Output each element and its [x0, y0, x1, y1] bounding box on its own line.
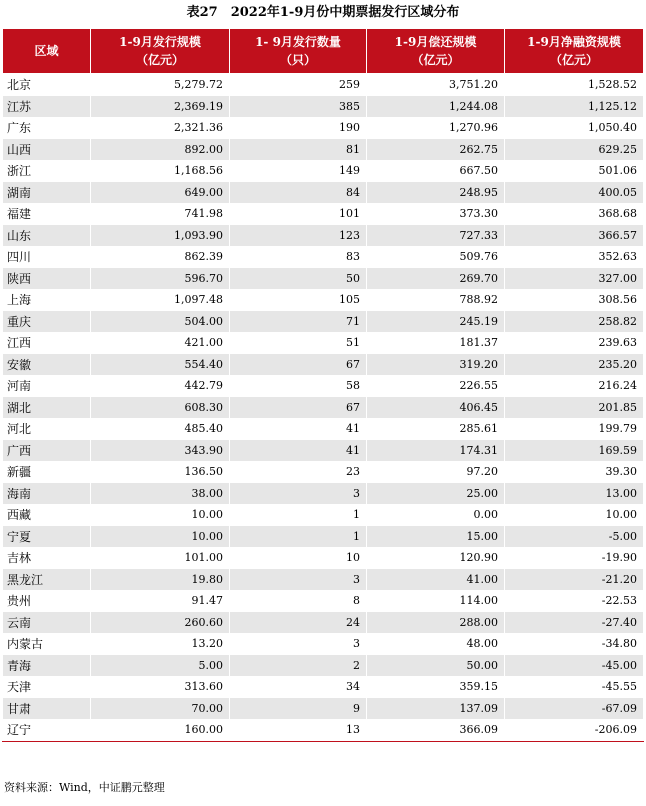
table-row: [3, 526, 644, 548]
table-row: [3, 289, 644, 311]
issue-size-cell: 649.00: [91, 182, 230, 204]
region-cell: 海南: [3, 483, 91, 505]
net-financing-cell: -34.80: [505, 633, 644, 655]
issue-count-cell: 8: [230, 590, 367, 612]
table-row: [3, 160, 644, 182]
header-issue-size: [91, 29, 230, 74]
repayment-cell: 114.00: [367, 590, 505, 612]
issue-size-cell: 1,097.48: [91, 289, 230, 311]
issue-size-cell: 19.80: [91, 569, 230, 591]
region-cell: 新疆: [3, 461, 91, 483]
issue-count-cell: 123: [230, 225, 367, 247]
table-row: [3, 397, 644, 419]
table-row: [3, 268, 644, 290]
net-financing-cell: 39.30: [505, 461, 644, 483]
table-row: [3, 483, 644, 505]
net-financing-cell: -67.09: [505, 698, 644, 720]
header-row: [3, 29, 644, 74]
header-issue-size-label: 1-9月发行规模: [119, 35, 201, 49]
repayment-cell: 50.00: [367, 655, 505, 677]
issue-size-cell: 91.47: [91, 590, 230, 612]
issue-size-cell: 5,279.72: [91, 74, 230, 96]
issue-count-cell: 105: [230, 289, 367, 311]
repayment-cell: 366.09: [367, 719, 505, 741]
issue-size-cell: 485.40: [91, 418, 230, 440]
region-cell: 河南: [3, 375, 91, 397]
net-financing-cell: 352.63: [505, 246, 644, 268]
issue-size-cell: 608.30: [91, 397, 230, 419]
repayment-cell: 15.00: [367, 526, 505, 548]
table-row: [3, 569, 644, 591]
region-cell: 辽宁: [3, 719, 91, 741]
table-row: [3, 74, 644, 96]
header-issue-count: [230, 29, 367, 74]
table-title: 表27 2022年1-9月份中期票据发行区域分布: [186, 5, 460, 20]
issue-count-cell: 1: [230, 526, 367, 548]
issue-count-cell: 10: [230, 547, 367, 569]
table-body: [3, 74, 644, 742]
net-financing-cell: -27.40: [505, 612, 644, 634]
table-row: [3, 633, 644, 655]
repayment-cell: 1,270.96: [367, 117, 505, 139]
table-row: [3, 225, 644, 247]
region-cell: 天津: [3, 676, 91, 698]
issue-size-cell: 862.39: [91, 246, 230, 268]
issue-count-cell: 41: [230, 440, 367, 462]
issue-size-cell: 892.00: [91, 139, 230, 161]
issue-count-cell: 3: [230, 569, 367, 591]
table-row: [3, 461, 644, 483]
repayment-cell: 788.92: [367, 289, 505, 311]
issue-count-cell: 149: [230, 160, 367, 182]
table-row: [3, 719, 644, 741]
net-financing-cell: 400.05: [505, 182, 644, 204]
repayment-cell: 406.45: [367, 397, 505, 419]
repayment-cell: 288.00: [367, 612, 505, 634]
issue-size-cell: 70.00: [91, 698, 230, 720]
region-cell: 山西: [3, 139, 91, 161]
repayment-cell: 181.37: [367, 332, 505, 354]
region-cell: 上海: [3, 289, 91, 311]
issue-size-cell: 2,369.19: [91, 96, 230, 118]
region-cell: 浙江: [3, 160, 91, 182]
issue-size-cell: 160.00: [91, 719, 230, 741]
net-financing-cell: 368.68: [505, 203, 644, 225]
issue-size-cell: 10.00: [91, 526, 230, 548]
issue-count-cell: 84: [230, 182, 367, 204]
issue-count-cell: 385: [230, 96, 367, 118]
table-row: [3, 590, 644, 612]
table-row: [3, 117, 644, 139]
issue-count-cell: 23: [230, 461, 367, 483]
net-financing-cell: 13.00: [505, 483, 644, 505]
repayment-cell: 359.15: [367, 676, 505, 698]
region-cell: 北京: [3, 74, 91, 96]
region-cell: 西藏: [3, 504, 91, 526]
net-financing-cell: 201.85: [505, 397, 644, 419]
net-financing-cell: -45.00: [505, 655, 644, 677]
repayment-cell: 319.20: [367, 354, 505, 376]
table-row: [3, 182, 644, 204]
issue-size-cell: 741.98: [91, 203, 230, 225]
region-cell: 湖北: [3, 397, 91, 419]
net-financing-cell: 235.20: [505, 354, 644, 376]
table-row: [3, 332, 644, 354]
header-region: [3, 29, 91, 74]
issue-size-cell: 343.90: [91, 440, 230, 462]
region-cell: 湖南: [3, 182, 91, 204]
source-note: 资料来源：Wind，中证鹏元整理: [4, 781, 165, 794]
net-financing-cell: 1,125.12: [505, 96, 644, 118]
region-cell: 山东: [3, 225, 91, 247]
table-row: [3, 612, 644, 634]
region-cell: 河北: [3, 418, 91, 440]
issue-count-cell: 34: [230, 676, 367, 698]
table-row: [3, 354, 644, 376]
region-cell: 广东: [3, 117, 91, 139]
issue-count-cell: 67: [230, 397, 367, 419]
table-row: [3, 504, 644, 526]
net-financing-cell: -19.90: [505, 547, 644, 569]
issue-count-cell: 9: [230, 698, 367, 720]
issue-size-cell: 313.60: [91, 676, 230, 698]
issue-count-cell: 2: [230, 655, 367, 677]
repayment-cell: 667.50: [367, 160, 505, 182]
header-net-financing-label: 1-9月净融资规模: [527, 35, 621, 49]
table-row: [3, 418, 644, 440]
table-row: [3, 203, 644, 225]
header-repayment-label: 1-9月偿还规模: [394, 35, 477, 49]
issue-count-cell: 259: [230, 74, 367, 96]
net-financing-cell: 216.24: [505, 375, 644, 397]
net-financing-cell: 239.63: [505, 332, 644, 354]
issue-size-cell: 260.60: [91, 612, 230, 634]
regional-issuance-table: [2, 28, 644, 742]
issue-count-cell: 51: [230, 332, 367, 354]
net-financing-cell: 308.56: [505, 289, 644, 311]
net-financing-cell: 199.79: [505, 418, 644, 440]
region-cell: 黑龙江: [3, 569, 91, 591]
repayment-cell: 120.90: [367, 547, 505, 569]
region-cell: 甘肃: [3, 698, 91, 720]
header-net-financing: [505, 29, 644, 74]
issue-count-cell: 1: [230, 504, 367, 526]
issue-count-cell: 58: [230, 375, 367, 397]
issue-size-cell: 596.70: [91, 268, 230, 290]
repayment-cell: 285.61: [367, 418, 505, 440]
issue-size-cell: 136.50: [91, 461, 230, 483]
repayment-cell: 373.30: [367, 203, 505, 225]
repayment-cell: 727.33: [367, 225, 505, 247]
issue-count-cell: 3: [230, 633, 367, 655]
region-cell: 吉林: [3, 547, 91, 569]
header-repayment: [367, 29, 505, 74]
region-cell: 福建: [3, 203, 91, 225]
issue-count-cell: 190: [230, 117, 367, 139]
header-repayment-unit: （亿元）: [411, 53, 460, 67]
net-financing-cell: 501.06: [505, 160, 644, 182]
region-cell: 陕西: [3, 268, 91, 290]
repayment-cell: 25.00: [367, 483, 505, 505]
issue-count-cell: 81: [230, 139, 367, 161]
table-row: [3, 676, 644, 698]
issue-count-cell: 71: [230, 311, 367, 333]
issue-count-cell: 67: [230, 354, 367, 376]
table-row: [3, 139, 644, 161]
repayment-cell: 174.31: [367, 440, 505, 462]
net-financing-cell: -206.09: [505, 719, 644, 741]
issue-size-cell: 504.00: [91, 311, 230, 333]
repayment-cell: 269.70: [367, 268, 505, 290]
table-row: [3, 375, 644, 397]
net-financing-cell: -22.53: [505, 590, 644, 612]
repayment-cell: 262.75: [367, 139, 505, 161]
net-financing-cell: -21.20: [505, 569, 644, 591]
table-row: [3, 655, 644, 677]
issue-count-cell: 101: [230, 203, 367, 225]
issue-size-cell: 442.79: [91, 375, 230, 397]
region-cell: 青海: [3, 655, 91, 677]
repayment-cell: 509.76: [367, 246, 505, 268]
issue-size-cell: 1,168.56: [91, 160, 230, 182]
issue-size-cell: 421.00: [91, 332, 230, 354]
region-cell: 广西: [3, 440, 91, 462]
net-financing-cell: -5.00: [505, 526, 644, 548]
issue-size-cell: 10.00: [91, 504, 230, 526]
repayment-cell: 245.19: [367, 311, 505, 333]
issue-size-cell: 38.00: [91, 483, 230, 505]
repayment-cell: 137.09: [367, 698, 505, 720]
net-financing-cell: 366.57: [505, 225, 644, 247]
header-net-financing-unit: （亿元）: [549, 53, 598, 67]
issue-size-cell: 101.00: [91, 547, 230, 569]
repayment-cell: 1,244.08: [367, 96, 505, 118]
region-cell: 安徽: [3, 354, 91, 376]
issue-count-cell: 13: [230, 719, 367, 741]
net-financing-cell: 1,050.40: [505, 117, 644, 139]
region-cell: 重庆: [3, 311, 91, 333]
header-issue-count-label: 1- 9月发行数量: [255, 35, 341, 49]
issue-size-cell: 13.20: [91, 633, 230, 655]
net-financing-cell: 10.00: [505, 504, 644, 526]
table-row: [3, 96, 644, 118]
issue-size-cell: 2,321.36: [91, 117, 230, 139]
issue-count-cell: 83: [230, 246, 367, 268]
header-issue-size-unit: （亿元）: [135, 53, 184, 67]
issue-count-cell: 3: [230, 483, 367, 505]
region-cell: 江苏: [3, 96, 91, 118]
region-cell: 江西: [3, 332, 91, 354]
region-cell: 内蒙古: [3, 633, 91, 655]
table-row: [3, 311, 644, 333]
net-financing-cell: 169.59: [505, 440, 644, 462]
header-issue-count-unit: （只）: [279, 53, 316, 67]
region-cell: 云南: [3, 612, 91, 634]
region-cell: 宁夏: [3, 526, 91, 548]
table-row: [3, 547, 644, 569]
net-financing-cell: 1,528.52: [505, 74, 644, 96]
repayment-cell: 0.00: [367, 504, 505, 526]
table-row: [3, 698, 644, 720]
net-financing-cell: -45.55: [505, 676, 644, 698]
region-cell: 贵州: [3, 590, 91, 612]
repayment-cell: 48.00: [367, 633, 505, 655]
table-row: [3, 246, 644, 268]
repayment-cell: 97.20: [367, 461, 505, 483]
header-region-label: 区域: [34, 44, 59, 58]
region-cell: 四川: [3, 246, 91, 268]
repayment-cell: 226.55: [367, 375, 505, 397]
issue-size-cell: 554.40: [91, 354, 230, 376]
issue-count-cell: 50: [230, 268, 367, 290]
repayment-cell: 41.00: [367, 569, 505, 591]
issue-count-cell: 24: [230, 612, 367, 634]
table-row: [3, 440, 644, 462]
net-financing-cell: 629.25: [505, 139, 644, 161]
issue-count-cell: 41: [230, 418, 367, 440]
net-financing-cell: 258.82: [505, 311, 644, 333]
issue-size-cell: 5.00: [91, 655, 230, 677]
issue-size-cell: 1,093.90: [91, 225, 230, 247]
repayment-cell: 3,751.20: [367, 74, 505, 96]
repayment-cell: 248.95: [367, 182, 505, 204]
net-financing-cell: 327.00: [505, 268, 644, 290]
